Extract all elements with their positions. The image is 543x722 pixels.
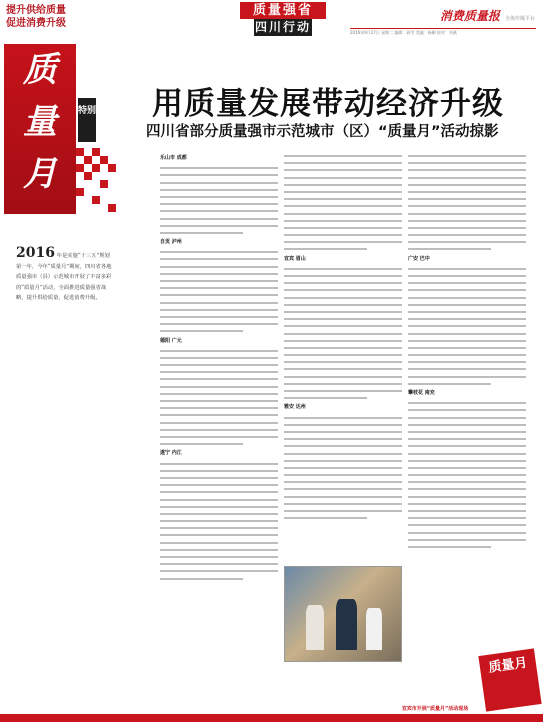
section-heading: 遂宁 内江 — [160, 450, 182, 457]
brand-name: 消费质量报 — [439, 9, 500, 23]
section-heading: 雅安 达州 — [284, 404, 306, 411]
section-heading: 乐山市 成都 — [160, 155, 187, 161]
photo-caption: 宜宾市开展“质量月”活动现场 — [401, 706, 469, 712]
section-heading: 广安 巴中 — [408, 255, 430, 262]
intro-year: 2016 — [16, 245, 55, 261]
calligraphy-char: 月 — [23, 154, 57, 194]
calligraphy-title — [4, 44, 76, 214]
left-column — [0, 38, 118, 722]
slogan — [6, 4, 116, 30]
page-header — [0, 0, 543, 38]
brand-sub: 全体传媒平台 — [504, 16, 535, 22]
calligraphy-char: 量 — [23, 102, 57, 142]
intro-paragraph — [16, 245, 112, 304]
headline — [152, 78, 522, 122]
masthead — [440, 5, 535, 24]
section-heading: 攀枝花 南充 — [408, 390, 435, 397]
date-bar: 2016年9月27日 星期二 编辑：蒋雪 美编：杨柳 校对：刘燕 — [350, 28, 536, 34]
article-column-3 — [408, 152, 526, 697]
subheadline: 四川省部分质量强市示范城市（区）“质量月”活动掠影 — [146, 124, 499, 140]
mosaic-decoration — [76, 148, 116, 216]
badge-bottom: 四川行动 — [254, 20, 311, 34]
news-photo — [284, 566, 402, 662]
quality-province-badge — [240, 2, 326, 36]
bottom-band — [0, 714, 543, 722]
slogan-line-2: 促进消费升级 — [6, 18, 66, 29]
headline-text: 用质量发展带动经济升级 — [152, 86, 504, 122]
intro-text: 年是实施“十三五”规划第一年，今年“质量月”期间，四川省各地质量强市（县）示范城市开展了丰富多彩的“质量月”活动，全面推进质量强省战略，提升供给质量，促进消费升级。 — [16, 253, 112, 301]
article-column-1 — [160, 152, 278, 697]
section-heading: 自贡 泸州 — [160, 239, 182, 246]
section-heading: 德阳 广元 — [160, 337, 182, 344]
calligraphy-char: 质 — [23, 50, 57, 90]
slogan-line-1: 提升供给质量 — [6, 5, 66, 16]
quality-month-seal: 质量月 — [478, 648, 541, 711]
section-heading: 宜宾 眉山 — [284, 255, 306, 262]
special-tag: 特别 — [78, 98, 96, 142]
badge-top: 质量强省 — [240, 2, 326, 19]
